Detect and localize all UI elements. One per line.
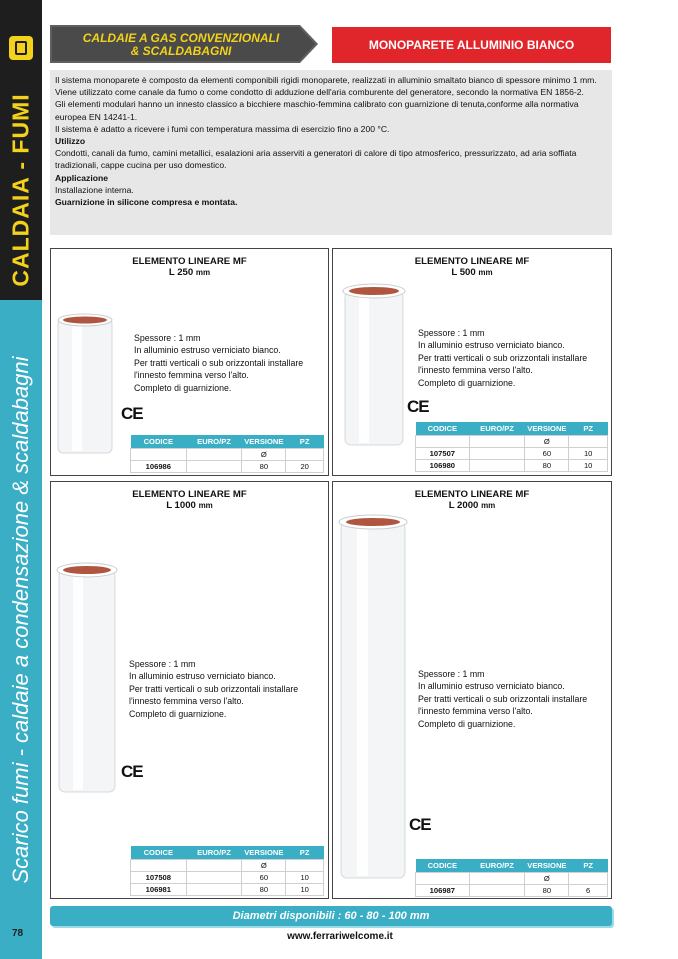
intro-paragraph-2: Viene utilizzato come canale da fumo o come condotto di adduzione dell'aria comburente del generatore, secondo la normativa EN 1856-2. (55, 87, 584, 98)
desc-install-1: Per tratti verticali o sub orizzontali installare (134, 357, 304, 368)
desc-gasket: Completo di guarnizione. (418, 718, 516, 729)
desc-gasket: Completo di guarnizione. (129, 708, 227, 719)
desc-material: In alluminio estruso verniciato bianco. (418, 681, 565, 692)
table-row (131, 461, 324, 473)
header-category-banner (50, 25, 318, 63)
product-table (130, 435, 324, 473)
cell-pz: 10 (569, 460, 608, 472)
pipe-image (337, 512, 409, 882)
desc-material: In alluminio estruso verniciato bianco. (129, 671, 276, 682)
product-unit: mm (481, 501, 496, 510)
product-length: L 2000 (448, 500, 479, 511)
desc-gasket: Completo di guarnizione. (134, 382, 232, 393)
col-codice: CODICE (416, 422, 470, 436)
pipe-image (341, 281, 407, 449)
diameter-symbol: Ø (242, 449, 286, 461)
product-card-l250 (50, 248, 329, 476)
desc-thickness: Spessore : 1 mm (129, 659, 196, 669)
cell-euro (469, 460, 525, 472)
pipe-image (56, 311, 114, 457)
intro-paragraph-1: Il sistema monoparete è composto da elementi componibili rigidi monoparete, realizzati in alluminio smaltato bianco di spessore minimo 1 mm. (55, 75, 597, 85)
table-row (131, 872, 324, 884)
ce-mark-icon: CE (121, 762, 143, 781)
product-table (415, 859, 608, 897)
cell-pz: 10 (286, 872, 324, 884)
col-versione: VERSIONE (525, 859, 569, 873)
desc-material: In alluminio estruso verniciato bianco. (134, 345, 281, 356)
cell-code: 106981 (131, 884, 187, 896)
diameters-available-bar: Diametri disponibili : 60 - 80 - 100 mm (50, 906, 612, 926)
intro-paragraph-3: Gli elementi modulari hanno un innesto classico a bicchiere maschio-femmina calibrato con guarnizione di tenuta,conforme alla normativa europea EN 14241-1. (55, 99, 579, 122)
header-product-line: MONOPARETE ALLUMINIO BIANCO (332, 27, 611, 63)
cell-code: 106980 (416, 460, 470, 472)
col-versione: VERSIONE (242, 435, 286, 449)
col-pz: PZ (569, 422, 608, 436)
table-diameter-row (416, 436, 608, 448)
header-line1: CALDAIE A GAS CONVENZIONALI (82, 31, 280, 45)
product-card-l1000 (50, 481, 329, 899)
ce-mark-icon: CE (407, 397, 429, 416)
intro-paragraph-4: Il sistema è adatto a ricevere i fumi con temperatura massima di esercizio fino a 200 °C. (55, 123, 390, 134)
applicazione-heading: Applicazione (55, 172, 109, 183)
page-number: 78 (12, 928, 24, 939)
table-row (416, 460, 608, 472)
table-row (416, 885, 608, 897)
product-card-l2000 (332, 481, 612, 899)
col-versione: VERSIONE (242, 846, 286, 860)
header-line2: & SCALDABAGNI (130, 44, 232, 58)
guarnizione-note: Guarnizione in silicone compresa e montata. (55, 197, 238, 208)
col-pz: PZ (286, 435, 324, 449)
utilizzo-text: Condotti, canali da fumo, camini metallici, esalazioni aria asserviti a generatori di calore di tipo atmosferico, pressurizzato, ad aria soffiata tradizionali, cappe cucina per uso domestico. (55, 148, 577, 171)
cell-euro (186, 461, 242, 473)
desc-install-1: Per tratti verticali o sub orizzontali installare (418, 693, 588, 704)
product-name: ELEMENTO LINEARE MF (414, 489, 530, 500)
ce-mark-icon: CE (409, 815, 431, 834)
table-header-row (131, 435, 324, 449)
cell-pz: 10 (569, 448, 608, 460)
product-length: L 1000 (166, 500, 196, 511)
cell-version: 80 (242, 461, 286, 473)
product-name: ELEMENTO LINEARE MF (414, 256, 530, 267)
product-length: L 500 (451, 267, 476, 278)
applicazione-text: Installazione interna. (55, 184, 134, 195)
col-versione: VERSIONE (525, 422, 569, 436)
cell-version: 80 (525, 460, 569, 472)
table-header-row (416, 859, 608, 873)
header-category-text (56, 32, 306, 58)
col-euro: EURO/PZ (469, 859, 525, 873)
product-unit: mm (195, 268, 211, 277)
col-euro: EURO/PZ (186, 846, 242, 860)
desc-thickness: Spessore : 1 mm (134, 333, 201, 343)
cell-code: 106987 (416, 885, 470, 897)
product-card-l500 (332, 248, 612, 476)
product-table (130, 846, 324, 896)
sidebar-category: CALDAIA - FUMI (7, 93, 34, 287)
desc-install-2: l'innesto femmina verso l'alto. (134, 370, 249, 381)
sidebar-section: Scarico fumi - caldaie a condensazione & scaldabagni (8, 356, 33, 884)
desc-material: In alluminio estruso verniciato bianco. (418, 340, 565, 351)
product-length: L 250 (168, 267, 194, 278)
website-url[interactable]: www.ferrariwelcome.it (287, 931, 393, 942)
product-description (418, 327, 587, 389)
table-header-row (416, 422, 608, 436)
cell-pz: 10 (286, 884, 324, 896)
col-pz: PZ (569, 859, 608, 873)
sidebar (0, 0, 42, 959)
cell-euro (469, 885, 525, 897)
desc-gasket: Completo di guarnizione. (418, 377, 516, 388)
desc-thickness: Spessore : 1 mm (418, 669, 485, 679)
desc-install-2: l'innesto femmina verso l'alto. (129, 696, 244, 707)
product-title (333, 489, 611, 511)
desc-install-2: l'innesto femmina verso l'alto. (418, 706, 533, 717)
col-codice: CODICE (416, 859, 470, 873)
cell-version: 60 (242, 872, 286, 884)
boiler-icon (9, 36, 33, 60)
table-row (416, 448, 608, 460)
desc-install-1: Per tratti verticali o sub orizzontali installare (129, 683, 299, 694)
table-diameter-row (416, 873, 608, 885)
product-title (51, 256, 328, 278)
table-header-row (131, 846, 324, 860)
col-euro: EURO/PZ (469, 422, 525, 436)
product-unit: mm (478, 268, 493, 277)
pipe-image (55, 560, 119, 796)
desc-thickness: Spessore : 1 mm (418, 328, 485, 338)
cell-pz: 6 (569, 885, 608, 897)
cell-pz: 20 (286, 461, 324, 473)
intro-description-box (50, 70, 612, 235)
product-name: ELEMENTO LINEARE MF (132, 256, 247, 267)
table-diameter-row (131, 449, 324, 461)
desc-install-1: Per tratti verticali o sub orizzontali installare (418, 352, 588, 363)
cell-version: 60 (525, 448, 569, 460)
col-pz: PZ (286, 846, 324, 860)
product-description (129, 658, 298, 720)
cell-version: 80 (242, 884, 286, 896)
col-codice: CODICE (131, 846, 187, 860)
ce-mark-icon: CE (121, 404, 143, 423)
diameter-symbol: Ø (525, 873, 569, 885)
cell-version: 80 (525, 885, 569, 897)
product-title (333, 256, 611, 278)
cell-euro (186, 872, 242, 884)
desc-install-2: l'innesto femmina verso l'alto. (418, 365, 533, 376)
product-description (418, 668, 587, 730)
cell-code: 106986 (131, 461, 187, 473)
table-row (131, 884, 324, 896)
cell-code: 107507 (416, 448, 470, 460)
col-euro: EURO/PZ (186, 435, 242, 449)
col-codice: CODICE (131, 435, 187, 449)
cell-euro (186, 884, 242, 896)
diameter-symbol: Ø (525, 436, 569, 448)
product-table (415, 422, 608, 472)
product-unit: mm (198, 501, 213, 510)
diameter-symbol: Ø (242, 860, 286, 872)
product-title (51, 489, 328, 511)
product-description (134, 332, 303, 394)
table-diameter-row (131, 860, 324, 872)
cell-euro (469, 448, 525, 460)
utilizzo-heading: Utilizzo (55, 136, 86, 147)
cell-code: 107508 (131, 872, 187, 884)
product-name: ELEMENTO LINEARE MF (132, 489, 247, 500)
